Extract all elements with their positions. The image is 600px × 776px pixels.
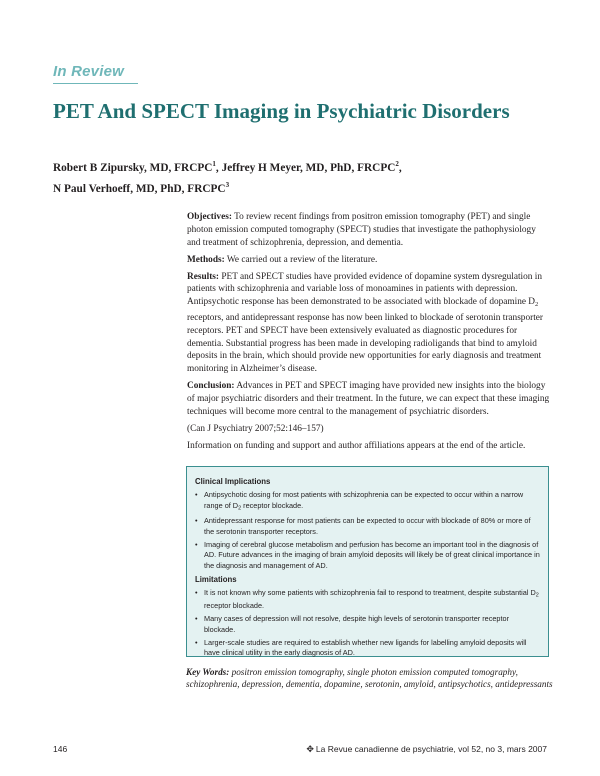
objectives-text: To review recent findings from positron emission tomography (PET) and single photon emission computed tomography (SPECT) studies that investigate the pathophysiology and treatment of schizophrenia, depression, and dementia. [187, 212, 536, 248]
limitations-heading: Limitations [195, 574, 237, 584]
journal-footer [306, 744, 547, 755]
abstract [187, 211, 550, 457]
bullet-icon: • [195, 588, 198, 598]
list-item: • Larger-scale studies are required to establish whether new ligands for labelling amyloid deposits will have clinical utility in the early diagnosis of AD. [195, 637, 527, 658]
keywords [186, 666, 556, 691]
keywords-label: Key Words: [186, 667, 230, 677]
list-item: • Imaging of cerebral glucose metabolism and perfusion has become an important tool in the diagnosis of AD. Future advances in the imaging of brain amyloid deposits will likely be of great clinical importance in the diagnosis and management of AD. [195, 539, 540, 570]
bullet-icon: • [195, 614, 198, 624]
bullet-icon: • [195, 490, 198, 500]
list-item: • It is not known why some patients with schizophrenia fail to respond to treatment, despite substantial $D_2$ receptor blockade. [195, 588, 539, 610]
methods-label: Methods: [187, 254, 225, 265]
author-affiliation-mark: 1 [212, 160, 216, 168]
journal-mark-icon: ✥ [306, 744, 314, 754]
list-item: • Antidepressant response for most patients can be expected to occur with blockade of 80% or more of the serotonin transporter receptors. [195, 516, 531, 536]
abstract-objectives [187, 211, 550, 249]
bullet-icon: • [195, 539, 198, 549]
limitations-list [195, 588, 540, 658]
citation: (Can J Psychiatry 2007;52:146–157) [187, 423, 324, 434]
author-affiliation-mark: 3 [225, 181, 230, 189]
author-name: Jeffrey H Meyer, MD, PhD, FRCPC [221, 162, 396, 174]
conclusion-label: Conclusion: [187, 381, 235, 392]
results-text: PET and SPECT studies have provided evidence of dopamine system dysregulation in patients with schizophrenia and variable loss of monoamines in patients with depression. Antipsychotic response has been demonstrated to be associated with blockade of dopamine D [187, 271, 542, 308]
objectives-label: Objectives: [187, 212, 232, 222]
implications-heading: Clinical Implications [195, 477, 271, 486]
abstract-conclusion [187, 380, 550, 418]
conclusion-text: Advances in PET and SPECT imaging have provided new insights into the biology of major psychiatric disorders and their treatment. In the future, we can expect that these imaging techniques will become more central to the management of psychiatric disorders. [187, 381, 550, 417]
abstract-results [187, 271, 550, 376]
section-label: In Review [53, 63, 124, 80]
author-separator: , [215, 162, 222, 174]
results-subscript: 2 [535, 301, 539, 309]
author-separator: , [398, 162, 402, 174]
journal-name: La Revue canadienne de psychiatrie, vol 52, no 3, mars 2007 [315, 744, 547, 754]
article-title: PET And SPECT Imaging in Psychiatric Disorders [53, 99, 510, 123]
section-rule [53, 83, 138, 84]
author-list [53, 156, 402, 198]
author-affiliation-mark: 2 [395, 160, 399, 168]
methods-text: We carried out a review of the literature. [226, 254, 378, 265]
abstract-methods [187, 254, 550, 267]
list-item: • Antipsychotic dosing for most patients with schizophrenia can be expected to occur within a narrow range of $D_2$ receptor blockade. [195, 490, 524, 512]
clinical-implications-box [186, 466, 549, 657]
results-text-cont: receptors, and antidepressant response has now been linked to blockade of serotonin transporter receptors. PET and SPECT have been extensively evaluated as diagnostic procedures for dementia. Substantial progress has been made in developing radioligands that bind to amyloid deposits in the brain, which should provide new opportunities for early diagnosis and treatment monitoring in Alzheimer’s disease. [187, 312, 544, 375]
keywords-text: positron emission tomography, single photon emission computed tomography, schizophrenia, depression, dementia, dopamine, serotonin, amyloid, antipsychotics, antidepressants [186, 667, 553, 690]
bullet-icon: • [195, 637, 198, 647]
implications-list [195, 490, 540, 571]
author-name: N Paul Verhoeff, MD, PhD, FRCPC [53, 183, 226, 195]
funding-note: Information on funding and support and author affiliations appears at the end of the article. [187, 440, 526, 451]
bullet-icon: • [195, 516, 198, 526]
page-number: 146 [53, 744, 68, 754]
results-label: Results: [187, 271, 220, 282]
list-item: • Many cases of depression will not resolve, despite high levels of serotonin transporter receptor blockade. [195, 614, 510, 634]
author-name: Robert B Zipursky, MD, FRCPC [53, 162, 213, 174]
